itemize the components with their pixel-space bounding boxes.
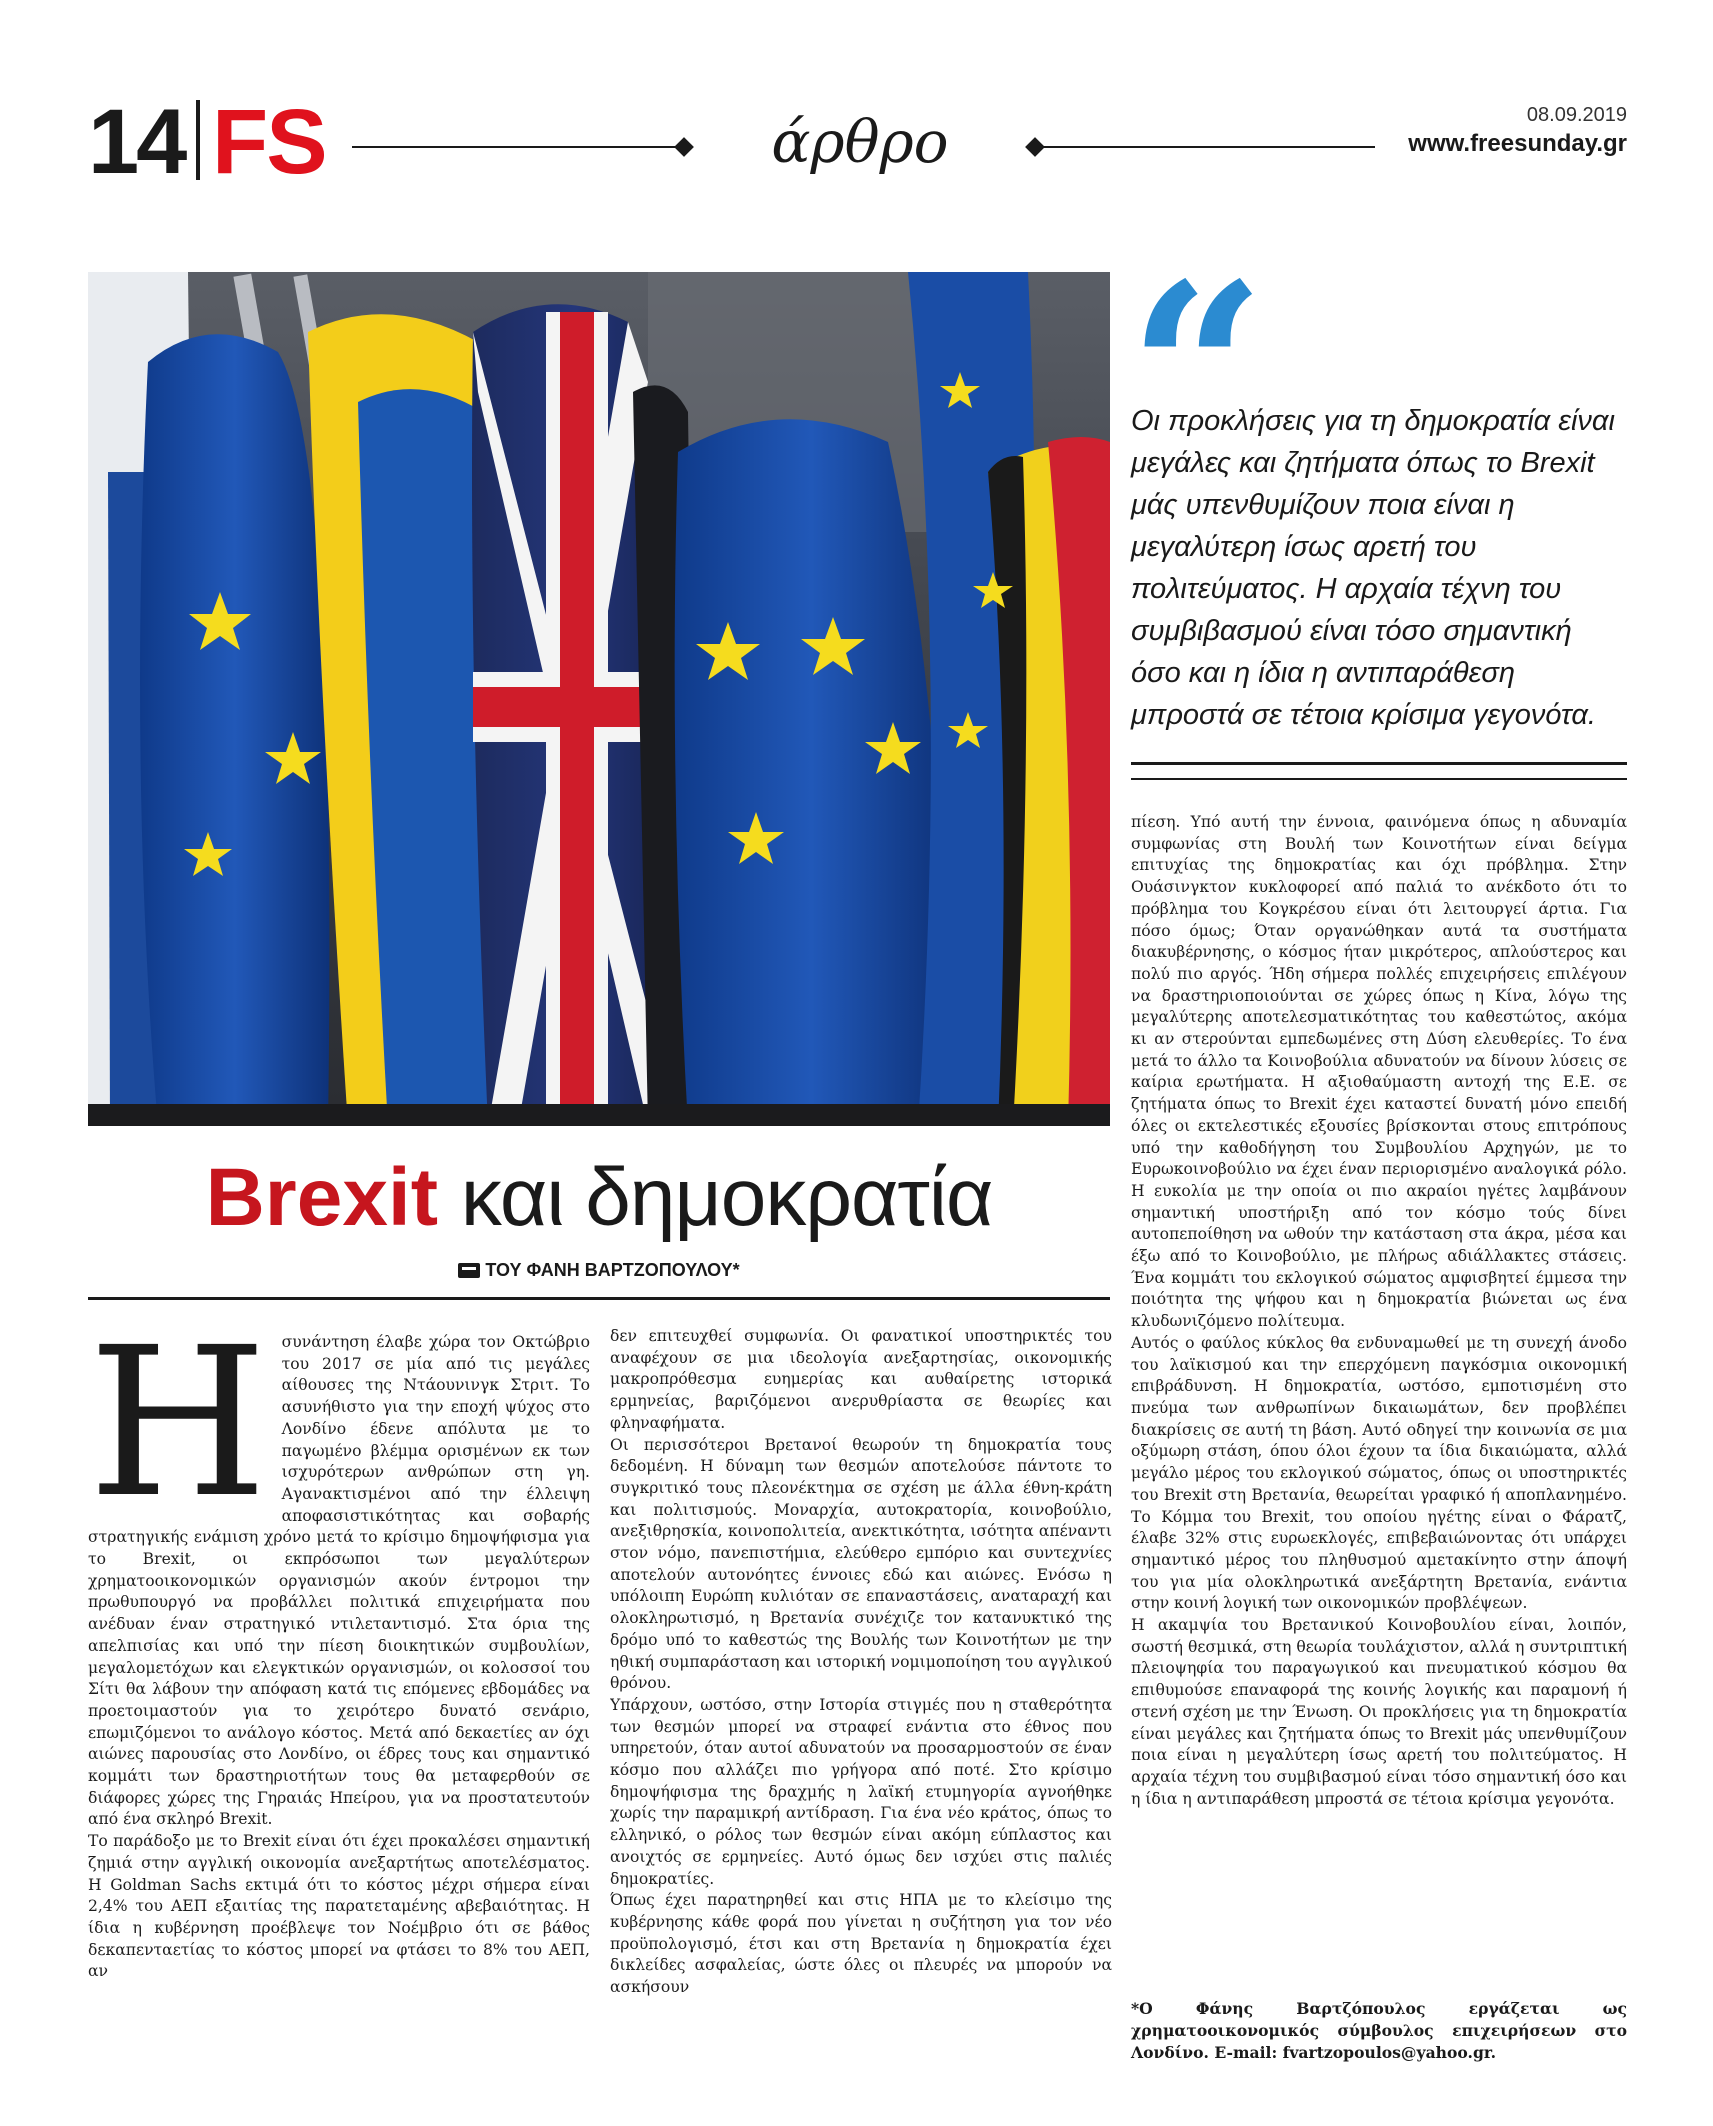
- article-column-2: [610, 1326, 1112, 2092]
- page-number: 14: [88, 91, 185, 193]
- section-title: άρθρο: [771, 108, 949, 176]
- header-separator: [196, 100, 200, 180]
- issue-date: 08.09.2019: [1526, 104, 1627, 126]
- headline-rule: [88, 1297, 1110, 1300]
- paragraph: Οι περισσότεροι Βρετανοί θεωρούν τη δημοκρατία τους δεδομένη. Η δύναμη των θεσμών αποτελούσε πάντοτε το συγκριτικό τους πλεονέκτημα σε σχέση με άλλα έθνη-κράτη και πολιτισμούς. Μοναρχία, αυτοκρατορία, κοινοβούλιο, ανεξιθρησκία, κοινοπολιτεία, ανεκτικότητα, ισότητα απέναντι στον νόμο, πανεπιστήμια, ελεύθερο εμπόριο και συντεχνίες αποτελούν αυτονόητες έννοιες εδώ και αιώνες. Ενόσω η υπόλοιπη Ευρώπη κυλιόταν σε επαναστάσεις, αναταραχή και ολοκληρωτισμό, η Βρετανία συνέχιζε τον κατανυκτικό της δρόμο υπό το καθεστώς της Βουλής των Κοινοτήτων με την ηθική συμπαράσταση και ιστορική νομιμοποίηση του αγγλικού θρόνου.: [610, 1435, 1112, 1693]
- eu-flag-left: [140, 334, 329, 1126]
- diamond-ornament-icon: [674, 137, 694, 157]
- pen-icon: [458, 1263, 480, 1278]
- pull-quote: Οι προκλήσεις για τη δημοκρατία είναι μεγάλες και ζητήματα όπως το Brexit μάς υπενθυμίζουν ποια είναι η μεγαλύτερη ίσως αρετή του πολιτεύματος. Η αρχαία τέχνη του συμβιβασμού είναι τόσο σημαντική όσο και η ίδια η αντιπαράθεση μπροστά σε τέτοια κρίσιμα γεγονότα.: [1131, 405, 1615, 731]
- brand-logo: FS: [212, 91, 326, 193]
- drop-cap: Η: [88, 1332, 268, 1543]
- byline: [88, 1260, 1110, 1281]
- paragraph: δεν επιτευχθεί συμφωνία. Οι φανατικοί υποστηρικτές του αναφέχουν σε μια ιδεολογία ανεξαρτησίας, οικονομικής μακροπρόθεσμα ευημερίας και αυθαίρετης ιστορικά ερμηνείας, βαριζόμενοι ανερυθρίαστα σε θεωρίες και φληναφήματα.: [610, 1327, 1112, 1432]
- headline-rest: και δημοκρατία: [460, 1152, 993, 1243]
- paragraph: συνάντηση έλαβε χώρα τον Οκτώβριο του 2017 σε μία από τις μεγάλες αίθουσες της Ντάουνινγκ Στριτ. Το ασυνήθιστο για την εποχή ψύχος στο Λονδίνο έδενε απόλυτα με το παγωμένο βλέμμα ορισμένων εκ των ισχυρότερων ανθρώπων στη γη. Αγανακτισμένοι από την έλλειψη αποφασιστικότητας και σοβαρής στρατηγικής ενάμιση χρόνο μετά το κρίσιμο δημοψήφισμα για το Brexit, οι εκπρόσωποι των μεγαλύτερων χρηματοοικονομικών οργανισμών ακούν έντρομοι την πρωθυπουργό να προβάλλει πολιτικά επιχειρήματα που ανέδυαν έναν στρατηγικό ντιλεταντισμό. Στα όρια της απελπισίας και υπό την πίεση διοικητικών συμβουλίων, μεγαλομετόχων και ελεγκτικών οργανισμών, οι κολοσσοί του Σίτι θα λάβουν την απόφαση κατά τις επόμενες εβδομάδες να προετοιμαστούν για το χειρότερο δυνατό σενάριο, επωμιζόμενοι το ανάλογο κόστος. Μετά από δεκαετίες αν όχι αιώνες παρουσίας στο Λονδίνο, οι έδρες τους και σημαντικό κομμάτι των δραστηριοτήτων τους θα μεταφερθούν σε διάφορες χώρες της Γηραιάς Ηπείρου, για να προστατευτούν από ένα σκληρό Brexit.: [88, 1333, 590, 1829]
- header-rule-right: [1035, 146, 1375, 148]
- pull-quote-rule: [1131, 778, 1627, 780]
- article-column-1: [88, 1332, 590, 2092]
- headline-highlight: Brexit: [205, 1152, 439, 1243]
- header-rule-left: [352, 146, 684, 148]
- paragraph: Υπάρχουν, ωστόσο, στην Ιστορία στιγμές που η σταθερότητα των θεσμών μπορεί να στραφεί ενάντια στο έθνος που υπηρετούν, όταν αυτοί αδυνατούν να προσαρμοστούν σε έναν κόσμο που αλλάζει πιο γρήγορα από ποτέ. Στο κρίσιμο δημοψήφισμα της δραχμής η λαϊκή ετυμηγορία αγνοήθηκε χωρίς την παραμικρή αντίδραση. Για ένα νέο κράτος, όπως το ελληνικό, ο ρόλος των θεσμών είναι ακόμη εύπλαστος και ανοιχτός σε ερμηνείες. Αυτό όμως δεν ισχύει στις παλιές δημοκρατίες.: [610, 1695, 1112, 1888]
- quote-mark-icon: “: [1128, 231, 1267, 513]
- paragraph: Η ακαμψία του Βρετανικού Κοινοβουλίου είναι, λοιπόν, σωστή θεσμικά, στη θεωρία τουλάχιστον, αλλά η συντριπτική πλειοψηφία του παραγωγικού και πνευματικού κόσμου θα επιθυμούσε επαναφορά της κοινής λογικής και παραμονή ή στενή σχέση με την Ένωση. Οι προκλήσεις για τη δημοκρατία είναι μεγάλες και ζητήματα όπως το Brexit μάς υπενθυμίζουν ποια είναι η μεγαλύτερη ίσως αρετή του πολιτεύματος. Η αρχαία τέχνη του συμβιβασμού είναι τόσο σημαντική όσο και η ίδια η αντιπαράθεση μπροστά σε τέτοια κρίσιμα γεγονότα.: [1131, 1616, 1627, 1808]
- flags-illustration: [88, 272, 1110, 1126]
- article-headline: [88, 1150, 1110, 1246]
- author-note: *Ο Φάνης Βαρτζόπουλος εργάζεται ως χρηματοοικονομικός σύμβουλος επιχειρήσεων στο Λονδίνο. E-mail: fvartzopoulos@yahoo.gr.: [1131, 1999, 1627, 2062]
- flags-photo: [88, 272, 1110, 1126]
- paragraph: Το παράδοξο με το Brexit είναι ότι έχει προκαλέσει σημαντική ζημιά στην αγγλική οικονομία ανεξαρτήτως αποτελέσματος. Η Goldman Sachs εκτιμά ότι το κόστος μέχρι σήμερα είναι 2,4% του ΑΕΠ εξαιτίας της παρατεταμένης αβεβαιότητας. Η ίδια η κυβέρνηση προέβλεψε τον Νοέμβριο ότι σε βάθος δεκαπενταετίας το κόστος μπορεί να φτάσει το 8% του ΑΕΠ, αν: [88, 1832, 590, 1981]
- paragraph: Αυτός ο φαύλος κύκλος θα ενδυναμωθεί με τη συνεχή άνοδο του λαϊκισμού και την επερχόμενη παγκόσμια οικονομική επιβράδυνση. Η δημοκρατία, ωστόσο, εμποτισμένη στο πνεύμα των ανθρωπίνων δικαιωμάτων, δεν προβλέπει διακρίσεις σε αυτή τη βάση. Αυτό οδηγεί την κοινωνία σε μια οξύμωρη στάση, όπου όλοι έχουν τα ίδια δικαιώματα, αλλά μεγάλο μέρος του εκλογικού σώματος, όπως οι υποστηρικτές του Brexit στη Βρετανία, θεωρείται γραφικό ή αποπλανημένο. Το Κόμμα του Brexit, του οποίου ηγέτης είναι ο Φάρατζ, έλαβε 32% στις ευρωεκλογές, επιβεβαιώνοντας ότι υπάρχει σημαντικό μέρος του πληθυσμού αμετακίνητο στην άποψή του για μία ολοκληρωτικά ανεξάρτητη Βρετανία, ενάντια στην κοινή λογική των οικονομικών προβλέψεων.: [1131, 1333, 1627, 1613]
- pull-quote-rule: [1131, 762, 1627, 765]
- paragraph: Όπως έχει παρατηρηθεί και στις ΗΠΑ με το κλείσιμο της κυβέρνησης κάθε φορά που γίνεται η συζήτηση για τον νέο προϋπολογισμό, έτσι και στη Βρετανία η δημοκρατία έχει δικλείδες ασφαλείας, ώστε όλες οι πλευρές να μπορούν να ασκήσουν: [610, 1891, 1112, 1997]
- website-link[interactable]: www.freesunday.gr: [1408, 130, 1627, 157]
- photo-bottom-band: [88, 1104, 1110, 1126]
- article-column-3: [1131, 812, 1627, 1992]
- byline-text: ΤΟΥ ΦΑΝΗ ΒΑΡΤΖΟΠΟΥΛΟΥ*: [485, 1260, 740, 1280]
- paragraph: πίεση. Υπό αυτή την έννοια, φαινόμενα όπως η αδυναμία συμφωνίας στη Βουλή των Κοινοτήτων είναι δείγμα επιτυχίας της δημοκρατίας και όχι πρόβλημα. Στην Ουάσινγκτον κυκλοφορεί από παλιά το ανέκδοτο ότι το πρόβλημα του Κογκρέσου είναι ότι λειτουργεί άρτια. Για πόσο όμως; Όταν οργανώθηκαν αυτά τα συστήματα διακυβέρνησης, ο κόσμος ήταν μικρότερος, απλούστερος και πολύ πιο αργός. Ήδη σήμερα πολλές επιχειρήσεις επιλέγουν να δραστηριοποιούνται σε χώρες όπως η Κίνα, λόγω της μεγαλύτερης αποτελεσματικότητας του καθεστώτος, ακόμα κι αν στερούνται εμπεδωμένες στη Δύση ελευθερίες. Το ένα μετά το άλλο τα Κοινοβούλια αδυνατούν να δίνουν λύσεις σε καίρια ερωτήματα. Η αξιοθαύμαστη αντοχή της Ε.Ε. σε ζητήματα όπως το Brexit έχει καταστεί δυνατή μόνο επειδή όλες οι εκτελεστικές εξουσίες βρίσκονται στους επιτρόπους υπό την καθοδήγηση του Συμβουλίου Αρχηγών, με το Ευρωκοινοβούλιο να έχει έναν περιορισμένο αναλογικά ρόλο. Η ευκολία με την οποία οι πιο ακραίοι ηγέτες λαμβάνουν σημαντική υποστήριξη από τον κόσμο τούς δίνει αυτοπεποίθηση να ωθούν την κατάσταση στα άκρα, μέσα και έξω από το Κοινοβούλιο, με πλήρως αδιάλλακτες στάσεις. Ένα κομμάτι του εκλογικού σώματος αμφισβητεί έμμεσα την ποιότητα της ψήφου και η δημοκρατία βιώνεται ως ένα κλυδωνιζόμενο πολίτευμα.: [1131, 813, 1627, 1331]
